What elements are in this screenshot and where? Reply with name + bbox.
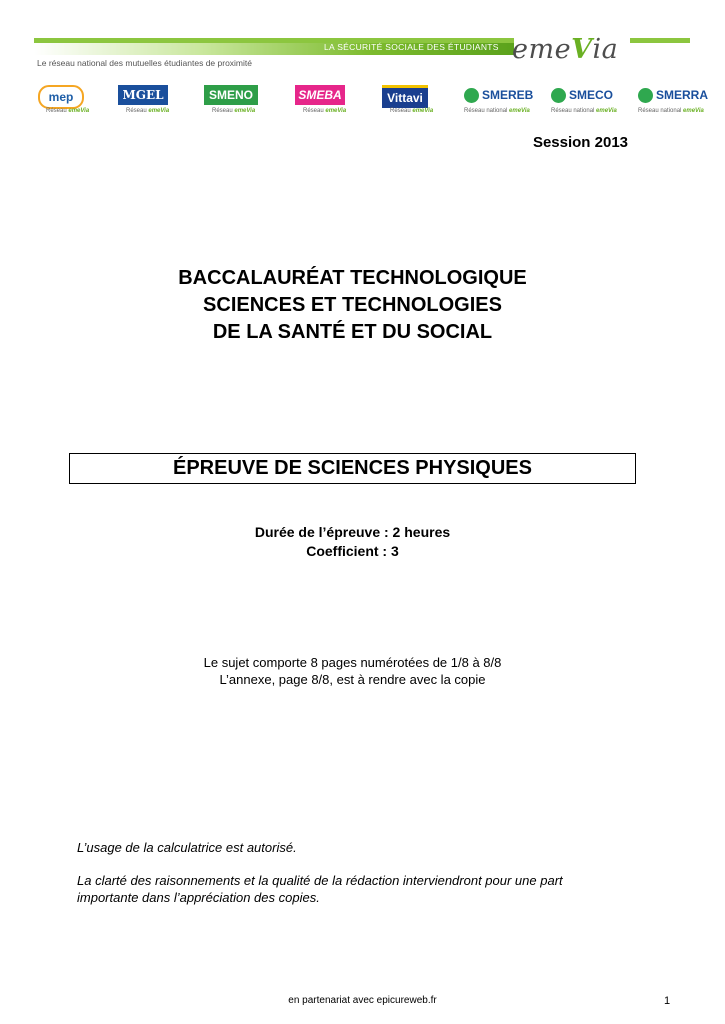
partner-network-label: Réseau national emeVia	[464, 108, 530, 114]
network-tagline: Le réseau national des mutuelles étudiantes de proximité	[37, 58, 252, 68]
banner-stripe-right	[630, 38, 690, 43]
smeba-logo-mark: SMEBA	[295, 85, 345, 105]
smeno-logo-mark: SMENO	[204, 85, 258, 105]
partner-network-label: Réseau national emeVia	[551, 108, 617, 114]
title-line-1: BACCALAURÉAT TECHNOLOGIQUE	[178, 267, 527, 289]
brand-suffix: ia	[592, 34, 619, 65]
brand-prefix: eme	[512, 34, 572, 65]
page-number: 1	[664, 995, 671, 1007]
smerra-logo-mark: SMERRA	[638, 85, 708, 105]
partner-logos	[30, 80, 709, 120]
partner-network-label: Réseau emeVia	[303, 108, 347, 114]
clarity-note-line-1: La clarté des raisonnements et la qualité de la rédaction interviendront pour une part	[77, 873, 563, 888]
exam-title-box	[69, 453, 636, 484]
annex-note: L’annexe, page 8/8, est à rendre avec la copie	[219, 672, 486, 687]
title-line-2: SCIENCES ET TECHNOLOGIES	[203, 294, 502, 316]
smeco-emblem-icon	[551, 88, 566, 103]
exam-duration: Durée de l’épreuve : 2 heures	[254, 524, 451, 540]
smereb-emblem-icon	[464, 88, 479, 103]
calculator-note: L’usage de la calculatrice est autorisé.	[77, 840, 297, 855]
exam-coefficient: Coefficient : 3	[306, 543, 399, 559]
partner-network-label: Réseau emeVia	[212, 108, 256, 114]
pages-note: Le sujet comporte 8 pages numérotées de 1/8 à 8/8	[203, 655, 502, 670]
smereb-logo-mark: SMEREB	[464, 85, 533, 105]
partner-network-label: Réseau emeVia	[390, 108, 434, 114]
mep-logo-mark: mep	[38, 85, 84, 109]
title-line-3: DE LA SANTÉ ET DU SOCIAL	[212, 321, 493, 343]
partner-network-label: Réseau emeVia	[126, 108, 170, 114]
session-year: Session 2013	[532, 134, 628, 151]
smeco-logo-mark: SMECO	[551, 85, 613, 105]
mgel-logo-mark: MGEL	[118, 85, 168, 105]
footer-partner-text: en partenariat avec epicureweb.fr	[288, 995, 437, 1006]
brand-v: V	[571, 34, 593, 65]
emevia-logo	[512, 34, 618, 65]
smerra-emblem-icon	[638, 88, 653, 103]
banner-text: LA SÉCURITÉ SOCIALE DES ÉTUDIANTS	[324, 42, 499, 52]
partner-network-label: Réseau national emeVia	[638, 108, 704, 114]
clarity-note-line-2: importante dans l’appréciation des copies.	[77, 890, 320, 905]
exam-title: ÉPREUVE DE SCIENCES PHYSIQUES	[173, 457, 532, 479]
partner-network-label: Réseau emeVia	[46, 108, 90, 114]
vittavi-logo-mark: Vittavi	[382, 85, 428, 108]
